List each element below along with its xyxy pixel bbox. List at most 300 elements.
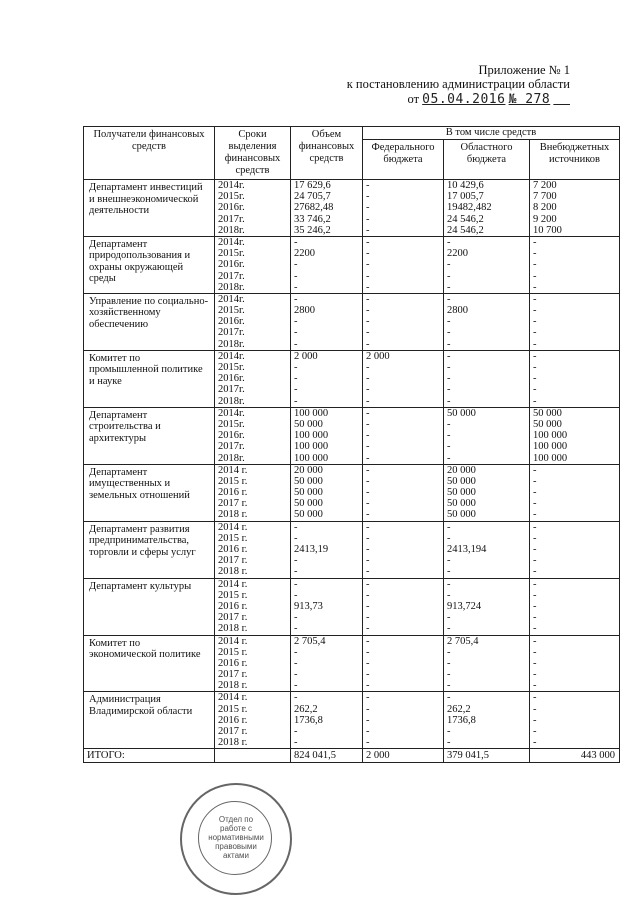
period-cell-value: 2015 г. — [218, 646, 248, 658]
federal-cell-value: - — [366, 327, 370, 339]
period-cell-value: 2016г. — [218, 202, 245, 214]
extrabudget-cell-value: - — [533, 635, 537, 647]
volume-cell-value: - — [294, 281, 298, 293]
volume-cell-value: - — [294, 362, 298, 373]
volume-cell-value: 2800 — [294, 305, 315, 317]
regional-cell — [444, 464, 530, 521]
extrabudget-cell-value: 7 700 — [533, 191, 557, 203]
extrabudget-cell-value: 10 700 — [533, 224, 562, 236]
volume-cell-value: 50 000 — [294, 498, 323, 510]
federal-cell — [363, 464, 444, 521]
period-cell-value: 2014г. — [218, 350, 245, 362]
regional-cell-value: - — [447, 612, 451, 624]
extrabudget-cell-value: - — [533, 281, 537, 293]
volume-cell — [291, 464, 363, 521]
regional-cell — [444, 692, 530, 749]
federal-cell-value: - — [366, 635, 370, 647]
federal-cell-value: - — [366, 612, 370, 624]
volume-cell-value: 100 000 — [294, 430, 329, 442]
federal-cell-value: - — [366, 532, 370, 544]
extrabudget-cell-value: - — [533, 270, 537, 282]
regional-cell-value: 24 546,2 — [447, 213, 484, 225]
extrabudget-cell-value: - — [533, 395, 537, 407]
period-cell-value: 2016г. — [218, 430, 245, 442]
extrabudget-cell-value: - — [533, 555, 537, 567]
federal-cell-value: - — [366, 646, 370, 658]
regional-cell-value: - — [447, 362, 451, 373]
table-row — [84, 578, 620, 635]
federal-cell-value: - — [366, 430, 370, 442]
extrabudget-cell-value: 50 000 — [533, 418, 562, 430]
total-row — [84, 749, 620, 763]
volume-cell-value: - — [294, 623, 298, 635]
volume-cell-value: - — [294, 669, 298, 681]
extrabudget-cell — [530, 293, 620, 350]
extrabudget-cell-value: - — [533, 259, 537, 271]
extrabudget-cell-value: - — [533, 293, 537, 305]
volume-cell-value: 2413,19 — [294, 544, 329, 555]
extrabudget-cell-value: - — [533, 236, 537, 248]
volume-cell-value: 100 000 — [294, 407, 329, 419]
volume-cell-value: 913,73 — [294, 600, 323, 612]
volume-cell-value: 50 000 — [294, 509, 323, 521]
period-cell-value: 2017г. — [218, 441, 245, 453]
period-cell — [215, 692, 291, 749]
volume-cell — [291, 407, 363, 464]
regional-cell-value: - — [447, 316, 451, 328]
federal-cell-value: - — [366, 180, 370, 191]
regional-cell-value: 50 000 — [447, 475, 476, 487]
extrabudget-cell-value: - — [533, 464, 537, 476]
federal-cell-value: - — [366, 224, 370, 236]
regional-cell-value: 24 546,2 — [447, 224, 484, 236]
period-cell-value: 2014г. — [218, 293, 245, 305]
period-cell-value: 2015г. — [218, 418, 245, 430]
federal-cell-value: - — [366, 395, 370, 407]
table-row — [84, 464, 620, 521]
resolution-date: 05.04.2016 — [422, 92, 506, 107]
extrabudget-cell-value: 100 000 — [533, 430, 568, 442]
volume-cell-value: - — [294, 612, 298, 624]
volume-cell-value: - — [294, 236, 298, 248]
regional-cell-value: - — [447, 270, 451, 282]
federal-cell-value: - — [366, 202, 370, 214]
resolution-date-line — [407, 92, 570, 107]
volume-cell — [291, 692, 363, 749]
volume-cell-value: 2200 — [294, 248, 315, 260]
volume-cell-value: 1736,8 — [294, 714, 323, 726]
volume-cell-value: 2 000 — [294, 350, 318, 362]
extrabudget-cell-value: - — [533, 532, 537, 544]
period-cell — [215, 464, 291, 521]
regional-cell — [444, 578, 530, 635]
federal-cell-value: - — [366, 487, 370, 499]
federal-cell-value: - — [366, 293, 370, 305]
extrabudget-cell-value: - — [533, 600, 537, 612]
period-cell — [215, 350, 291, 407]
period-cell-value: 2015 г. — [218, 532, 248, 544]
regional-cell-value: - — [447, 236, 451, 248]
regional-cell-value: - — [447, 555, 451, 567]
extrabudget-cell-value: - — [533, 373, 537, 385]
recipient-name: Комитет по экономической политике — [84, 635, 215, 692]
total-federal: 2 000 — [363, 749, 444, 763]
regional-cell — [444, 236, 530, 293]
period-cell — [215, 635, 291, 692]
volume-cell-value: - — [294, 293, 298, 305]
federal-cell-value: - — [366, 714, 370, 726]
regional-cell-value: - — [447, 441, 451, 453]
extrabudget-cell-value: - — [533, 498, 537, 510]
extrabudget-cell-value: - — [533, 589, 537, 601]
regional-cell — [444, 635, 530, 692]
table-row — [84, 180, 620, 237]
volume-cell — [291, 236, 363, 293]
period-cell-value: 2014 г. — [218, 692, 248, 704]
period-cell-value: 2018г. — [218, 395, 245, 407]
volume-cell-value: - — [294, 327, 298, 339]
regional-cell-value: - — [447, 589, 451, 601]
extrabudget-cell-value: - — [533, 657, 537, 669]
regional-cell-value: - — [447, 293, 451, 305]
volume-cell-value: 50 000 — [294, 475, 323, 487]
regional-cell-value: 50 000 — [447, 487, 476, 499]
period-cell-value: 2017г. — [218, 213, 245, 225]
volume-cell-value: - — [294, 555, 298, 567]
regional-cell — [444, 407, 530, 464]
federal-cell-value: - — [366, 737, 370, 749]
regional-cell — [444, 521, 530, 578]
federal-cell-value: - — [366, 669, 370, 681]
federal-cell-value: - — [366, 464, 370, 476]
federal-cell-value: - — [366, 703, 370, 715]
extrabudget-cell-value: - — [533, 714, 537, 726]
period-cell-value: 2017 г. — [218, 555, 248, 567]
regional-cell-value: - — [447, 281, 451, 293]
period-cell-value: 2018г. — [218, 338, 245, 350]
volume-cell-value: 50 000 — [294, 487, 323, 499]
period-cell-value: 2017 г. — [218, 498, 248, 510]
volume-cell-value: 100 000 — [294, 452, 329, 464]
extrabudget-cell — [530, 236, 620, 293]
regional-cell-value: - — [447, 623, 451, 635]
stamp-text: Отдел по работе с нормативными правовыми актами — [208, 815, 264, 860]
volume-cell-value: - — [294, 521, 298, 533]
federal-cell-value: - — [366, 248, 370, 260]
federal-cell-value: - — [366, 362, 370, 373]
volume-cell-value: 2 705,4 — [294, 635, 326, 647]
regional-cell-value: - — [447, 680, 451, 692]
volume-cell-value: 50 000 — [294, 418, 323, 430]
extrabudget-cell-value: 100 000 — [533, 452, 568, 464]
total-volume: 824 041,5 — [291, 749, 363, 763]
federal-cell-value: - — [366, 305, 370, 317]
regional-cell-value: - — [447, 452, 451, 464]
federal-cell — [363, 180, 444, 237]
document-header — [270, 63, 570, 109]
resolution-reference: к постановлению администрации области — [346, 77, 570, 91]
federal-cell-value: - — [366, 384, 370, 396]
regional-cell-value: 17 005,7 — [447, 191, 484, 203]
volume-cell-value: - — [294, 566, 298, 578]
federal-cell-value: - — [366, 259, 370, 271]
period-cell-value: 2016 г. — [218, 714, 248, 726]
regional-cell-value: 19482,482 — [447, 202, 492, 214]
regional-cell-value: - — [447, 384, 451, 396]
period-cell-value: 2018 г. — [218, 509, 248, 521]
period-cell — [215, 407, 291, 464]
extrabudget-cell-value: - — [533, 509, 537, 521]
extrabudget-cell-value: - — [533, 737, 537, 749]
federal-cell-value: - — [366, 270, 370, 282]
federal-cell-value: - — [366, 373, 370, 385]
col-recipients: Получатели финансовых средств — [84, 127, 215, 180]
regional-cell-value: 1736,8 — [447, 714, 476, 726]
federal-cell-value: 2 000 — [366, 350, 390, 362]
federal-cell-value: - — [366, 578, 370, 590]
extrabudget-cell-value: - — [533, 623, 537, 635]
regional-cell-value: - — [447, 350, 451, 362]
period-cell — [215, 578, 291, 635]
table-row — [84, 236, 620, 293]
date-prefix: от — [407, 92, 420, 106]
period-cell — [215, 180, 291, 237]
extrabudget-cell-value: - — [533, 669, 537, 681]
extrabudget-cell-value: - — [533, 350, 537, 362]
period-cell-value: 2016 г. — [218, 600, 248, 612]
period-cell-value: 2018г. — [218, 224, 245, 236]
volume-cell-value: - — [294, 578, 298, 590]
extrabudget-cell-value: 8 200 — [533, 202, 557, 214]
recipient-name: Администрация Владимирской области — [84, 692, 215, 749]
federal-cell-value: - — [366, 213, 370, 225]
volume-cell-value: - — [294, 532, 298, 544]
volume-cell-value: - — [294, 384, 298, 396]
extrabudget-cell-value: 50 000 — [533, 407, 562, 419]
regional-cell-value: - — [447, 669, 451, 681]
col-extrabudget: Внебюджетных источников — [530, 140, 620, 180]
recipient-name: Управление по социально-хозяйственному обеспечению — [84, 293, 215, 350]
recipient-name: Департамент природопользования и охраны окружающей среды — [84, 236, 215, 293]
federal-cell — [363, 236, 444, 293]
recipient-name: Департамент имущественных и земельных отношений — [84, 464, 215, 521]
col-federal: Федерального бюджета — [363, 140, 444, 180]
resolution-number: № 278 — [508, 92, 551, 107]
period-cell-value: 2014г. — [218, 180, 245, 191]
federal-cell-value: - — [366, 566, 370, 578]
period-cell-value: 2018 г. — [218, 566, 248, 578]
period-cell-value: 2018г. — [218, 452, 245, 464]
period-cell-value: 2014 г. — [218, 578, 248, 590]
regional-cell-value: 20 000 — [447, 464, 476, 476]
recipient-name: Департамент инвестиций и внешнеэкономической деятельности — [84, 180, 215, 237]
federal-cell — [363, 407, 444, 464]
regional-cell-value: - — [447, 726, 451, 737]
regional-cell-value: 2413,194 — [447, 544, 487, 555]
federal-cell-value: - — [366, 316, 370, 328]
period-cell-value: 2016 г. — [218, 544, 248, 555]
extrabudget-cell — [530, 350, 620, 407]
period-cell-value: 2015г. — [218, 362, 245, 373]
volume-cell-value: 262,2 — [294, 703, 318, 715]
volume-cell-value: - — [294, 737, 298, 749]
regional-cell-value: 262,2 — [447, 703, 471, 715]
volume-cell-value: - — [294, 316, 298, 328]
regional-cell-value: - — [447, 657, 451, 669]
extrabudget-cell-value: - — [533, 487, 537, 499]
federal-cell-value: - — [366, 692, 370, 704]
extrabudget-cell — [530, 635, 620, 692]
period-cell-value: 2014 г. — [218, 521, 248, 533]
regional-cell-value: - — [447, 395, 451, 407]
extrabudget-cell-value: - — [533, 316, 537, 328]
volume-cell-value: - — [294, 680, 298, 692]
federal-cell-value: - — [366, 623, 370, 635]
period-cell-value: 2014г. — [218, 236, 245, 248]
period-cell-value: 2016г. — [218, 373, 245, 385]
table-body — [84, 180, 620, 749]
volume-cell-value: - — [294, 270, 298, 282]
regional-cell-value: - — [447, 692, 451, 704]
federal-cell-value: - — [366, 555, 370, 567]
volume-cell-value: - — [294, 657, 298, 669]
volume-cell-value: - — [294, 726, 298, 737]
federal-cell — [363, 578, 444, 635]
federal-cell-value: - — [366, 407, 370, 419]
period-cell-value: 2018 г. — [218, 680, 248, 692]
regional-cell-value: 10 429,6 — [447, 180, 484, 191]
volume-cell-value: 33 746,2 — [294, 213, 331, 225]
federal-cell-value: - — [366, 475, 370, 487]
federal-cell-value: - — [366, 338, 370, 350]
federal-cell — [363, 635, 444, 692]
period-cell-value: 2018 г. — [218, 737, 248, 749]
period-cell-value: 2014 г. — [218, 635, 248, 647]
table-row — [84, 635, 620, 692]
extrabudget-cell — [530, 578, 620, 635]
federal-cell-value: - — [366, 191, 370, 203]
extrabudget-cell-value: - — [533, 578, 537, 590]
period-cell-value: 2018г. — [218, 281, 245, 293]
extrabudget-cell-value: - — [533, 521, 537, 533]
table-row — [84, 692, 620, 749]
federal-cell-value: - — [366, 521, 370, 533]
extrabudget-cell — [530, 407, 620, 464]
regional-cell-value: 2 705,4 — [447, 635, 479, 647]
regional-cell-value: - — [447, 259, 451, 271]
table-row — [84, 350, 620, 407]
period-cell — [215, 521, 291, 578]
volume-cell-value: - — [294, 338, 298, 350]
regional-cell-value: - — [447, 532, 451, 544]
table-row — [84, 521, 620, 578]
federal-cell-value: - — [366, 441, 370, 453]
volume-cell — [291, 350, 363, 407]
federal-cell — [363, 293, 444, 350]
volume-cell-value: - — [294, 692, 298, 704]
federal-cell — [363, 692, 444, 749]
period-cell-value: 2015 г. — [218, 475, 248, 487]
period-cell-value: 2017г. — [218, 270, 245, 282]
regional-cell-value: - — [447, 430, 451, 442]
recipient-name: Комитет по промышленной политике и науке — [84, 350, 215, 407]
total-extrabudget: 443 000 — [530, 749, 620, 763]
period-cell-value: 2016г. — [218, 259, 245, 271]
extrabudget-cell-value: 7 200 — [533, 180, 557, 191]
regional-cell-value: 913,724 — [447, 600, 482, 612]
col-including: В том числе средств — [363, 127, 620, 140]
period-cell — [215, 236, 291, 293]
volume-cell-value: 17 629,6 — [294, 180, 331, 191]
extrabudget-cell-value: - — [533, 544, 537, 555]
federal-cell-value: - — [366, 418, 370, 430]
volume-cell-value: 35 246,2 — [294, 224, 331, 236]
federal-cell-value: - — [366, 498, 370, 510]
extrabudget-cell-value: 100 000 — [533, 441, 568, 453]
extrabudget-cell-value: - — [533, 248, 537, 260]
extrabudget-cell-value: - — [533, 475, 537, 487]
extrabudget-cell-value: - — [533, 726, 537, 737]
extrabudget-cell-value: 9 200 — [533, 213, 557, 225]
federal-cell-value: - — [366, 544, 370, 555]
federal-cell — [363, 350, 444, 407]
period-cell-value: 2017г. — [218, 327, 245, 339]
volume-cell-value: - — [294, 589, 298, 601]
funding-table — [83, 126, 620, 763]
federal-cell-value: - — [366, 726, 370, 737]
extrabudget-cell-value: - — [533, 566, 537, 578]
regional-cell-value: - — [447, 327, 451, 339]
volume-cell-value: - — [294, 373, 298, 385]
regional-cell-value: - — [447, 521, 451, 533]
volume-cell — [291, 180, 363, 237]
official-stamp — [180, 783, 292, 895]
extrabudget-cell-value: - — [533, 338, 537, 350]
period-cell-value: 2017 г. — [218, 612, 248, 624]
table-row — [84, 293, 620, 350]
federal-cell-value: - — [366, 600, 370, 612]
extrabudget-cell — [530, 180, 620, 237]
regional-cell-value: - — [447, 578, 451, 590]
period-cell-value: 2016 г. — [218, 657, 248, 669]
federal-cell-value: - — [366, 657, 370, 669]
regional-cell — [444, 293, 530, 350]
period-cell-value: 2015 г. — [218, 589, 248, 601]
col-periods: Сроки выделения финансовых средств — [215, 127, 291, 180]
volume-cell — [291, 293, 363, 350]
regional-cell-value: - — [447, 737, 451, 749]
volume-cell-value: 20 000 — [294, 464, 323, 476]
period-cell-value: 2014 г. — [218, 464, 248, 476]
regional-cell-value: - — [447, 418, 451, 430]
volume-cell-value: 100 000 — [294, 441, 329, 453]
volume-cell — [291, 578, 363, 635]
federal-cell — [363, 521, 444, 578]
extrabudget-cell-value: - — [533, 692, 537, 704]
regional-cell-value: 50 000 — [447, 407, 476, 419]
volume-cell — [291, 521, 363, 578]
extrabudget-cell-value: - — [533, 384, 537, 396]
appendix-title: Приложение № 1 — [478, 63, 570, 77]
volume-cell — [291, 635, 363, 692]
regional-cell-value: 50 000 — [447, 498, 476, 510]
federal-cell-value: - — [366, 452, 370, 464]
period-cell-value: 2017г. — [218, 384, 245, 396]
period-cell-value: 2016 г. — [218, 487, 248, 499]
federal-cell-value: - — [366, 236, 370, 248]
extrabudget-cell-value: - — [533, 646, 537, 658]
period-cell-value: 2015г. — [218, 248, 245, 260]
